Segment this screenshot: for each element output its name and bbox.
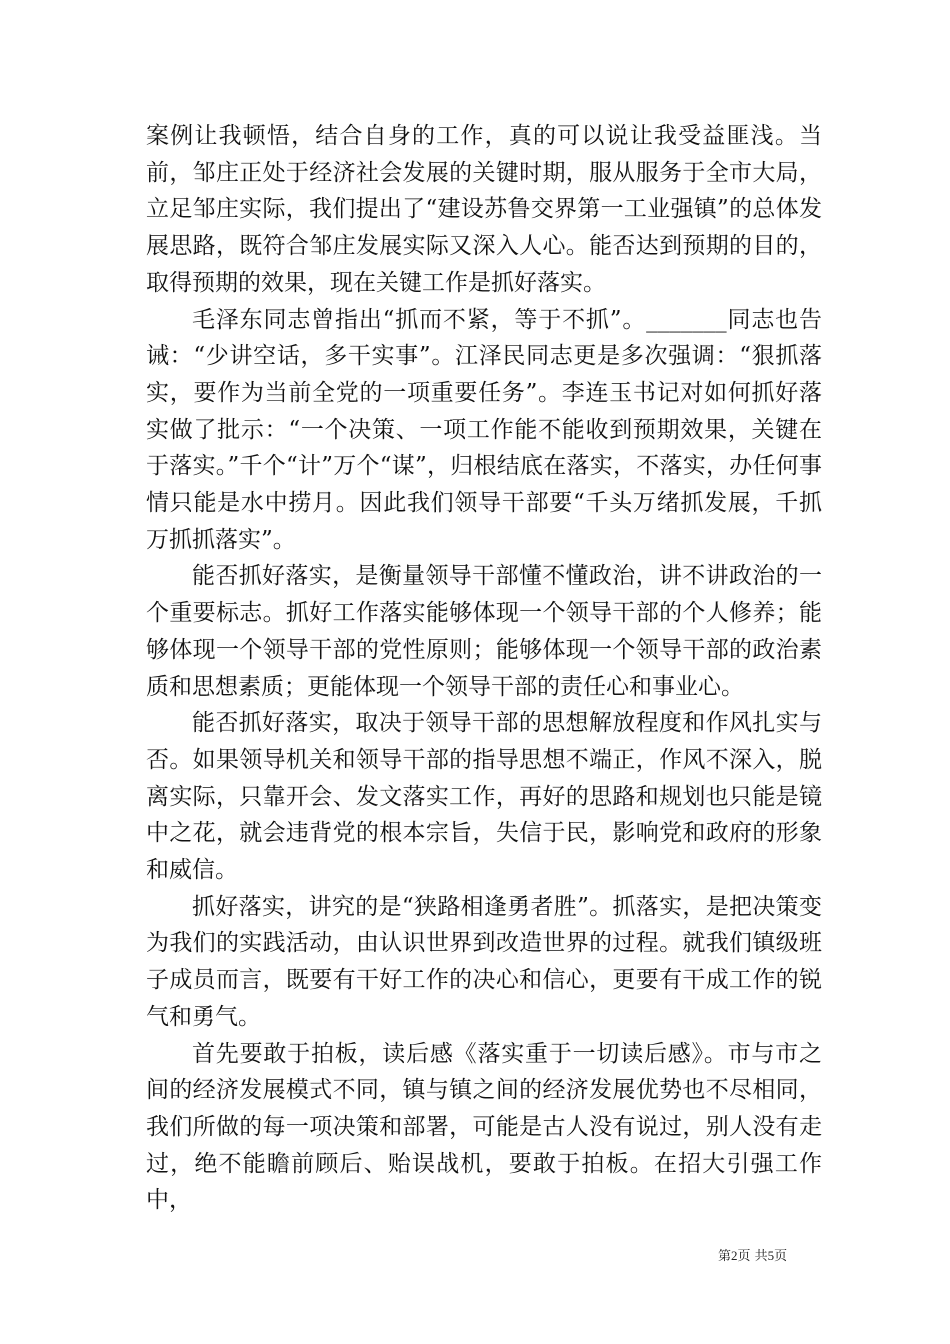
paragraph-2: 毛泽东同志曾指出“抓而不紧，等于不抓”。_______同志也告诫：“少讲空话，多干实事”。江泽民同志更是多次强调：“狠抓落实，要作为当前全党的一项重要任务”。李连玉书记对如何抓好落实做了批示：“一个决策、一项工作能不能收到预期效果，关键在于落实。”千个“计”万个“谋”，归根结底在落实，不落实，办任何事情只能是水中捞月。因此我们领导干部要“千头万绪抓发展，千抓万抓抓落实”。 — [146, 306, 822, 553]
page-number-footer — [718, 1248, 787, 1265]
current-page-number: 2 — [731, 1248, 738, 1263]
footer-prefix: 第 — [718, 1249, 732, 1264]
total-pages-number: 5 — [767, 1248, 775, 1263]
paragraph-6: 首先要敢于拍板，读后感《落实重于一切读后感》。市与市之间的经济发展模式不同，镇与镇之间的经济发展优势也不尽相同，我们所做的每一项决策和部署，可能是古人没有说过，别人没有走过，绝不能瞻前顾后、贻误战机，要敢于拍板。在招大引强工作中， — [146, 1040, 822, 1214]
paragraph-4: 能否抓好落实，取决于领导干部的思想解放程度和作风扎实与否。如果领导机关和领导干部的指导思想不端正，作风不深入，脱离实际，只靠开会、发文落实工作，再好的思路和规划也只能是镜中之花，就会违背党的根本宗旨，失信于民，影响党和政府的形象和威信。 — [146, 710, 822, 884]
footer-suffix: 页 — [774, 1249, 788, 1264]
paragraph-3: 能否抓好落实，是衡量领导干部懂不懂政治，讲不讲政治的一个重要标志。抓好工作落实能够体现一个领导干部的个人修养；能够体现一个领导干部的党性原则；能够体现一个领导干部的政治素质和思想素质；更能体现一个领导干部的责任心和事业心。 — [146, 563, 822, 700]
paragraph-1: 案例让我顿悟，结合自身的工作，真的可以说让我受益匪浅。当前，邹庄正处于经济社会发展的关键时期，服从服务于全市大局，立足邹庄实际，我们提出了“建设苏鲁交界第一工业强镇”的总体发展思路，既符合邹庄发展实际又深入人心。能否达到预期的目的，取得预期的效果，现在关键工作是抓好落实。 — [146, 123, 822, 296]
body-text — [146, 118, 822, 1219]
paragraph-5: 抓好落实，讲究的是“狭路相逢勇者胜”。抓落实，是把决策变为我们的实践活动，由认识世界到改造世界的过程。就我们镇级班子成员而言，既要有干好工作的决心和信心，更要有干成工作的锐气和勇气。 — [146, 893, 822, 1030]
footer-middle: 页 共 — [737, 1249, 768, 1264]
